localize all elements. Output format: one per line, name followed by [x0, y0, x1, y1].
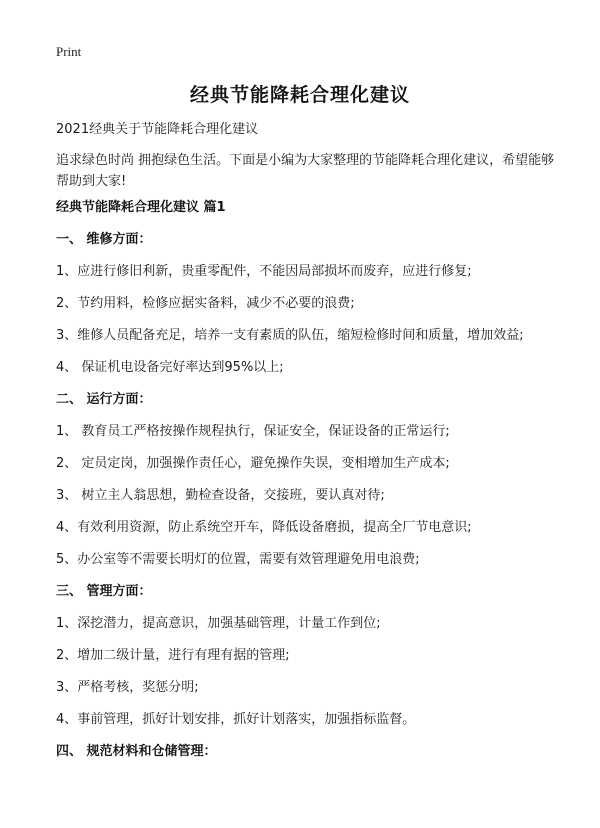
- list-item: 3、严格考核，奖惩分明;: [56, 680, 199, 695]
- list-item: 4、有效利用资源，防止系统空开车，降低设备磨损，提高全厂节电意识;: [56, 520, 472, 535]
- list-item: 2、 定员定岗，加强操作责任心，避免操作失误，变相增加生产成本;: [56, 456, 450, 471]
- section-heading: 一、 维修方面：: [56, 232, 152, 247]
- list-item: 2、节约用料，检修应据实备料，减少不必要的浪费;: [56, 296, 355, 311]
- intro-paragraph: 追求绿色时尚 拥抱绿色生活。下面是小编为大家整理的节能降耗合理化建议，希望能够帮助到大家!: [56, 153, 555, 189]
- list-item: 1、应进行修旧利新，贵重零配件，不能因局部损坏而废弃，应进行修复;: [56, 264, 472, 279]
- list-item: 2、增加二级计量，进行有理有据的管理;: [56, 648, 290, 663]
- document-subtitle: 2021经典关于节能降耗合理化建议: [56, 122, 259, 137]
- list-item: 4、 保证机电设备完好率达到95%以上;: [56, 360, 284, 375]
- document-title: 经典节能降耗合理化建议: [189, 84, 410, 106]
- section-heading: 四、 规范材料和仓储管理：: [56, 744, 217, 759]
- list-item: 5、办公室等不需要长明灯的位置，需要有效管理避免用电浪费;: [56, 552, 420, 567]
- list-item: 1、 教育员工严格按操作规程执行，保证安全，保证设备的正常运行;: [56, 424, 450, 439]
- list-item: 4、事前管理，抓好计划安排，抓好计划落实，加强指标监督。: [56, 712, 416, 727]
- list-item: 1、深挖潜力，提高意识，加强基础管理，计量工作到位;: [56, 616, 381, 631]
- list-item: 3、维修人员配备充足，培养一支有素质的队伍，缩短检修时间和质量，增加效益;: [56, 328, 524, 343]
- list-item: 3、 树立主人翁思想，勤检查设备，交接班，要认真对待;: [56, 488, 385, 503]
- section-heading: 二、 运行方面：: [56, 392, 152, 407]
- section-heading: 三、 管理方面：: [56, 584, 152, 599]
- article-heading: 经典节能降耗合理化建议 篇1: [56, 200, 226, 215]
- print-label[interactable]: Print: [56, 44, 82, 59]
